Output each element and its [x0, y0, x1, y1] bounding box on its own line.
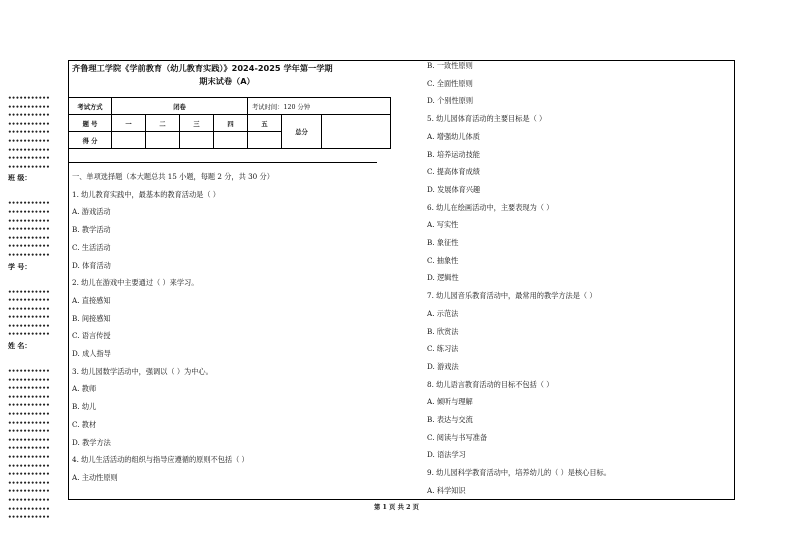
question-stem: 7. 幼儿园音乐教育活动中，最常用的教学方法是（ ）: [427, 291, 597, 301]
answer-option: B. 象征性: [427, 238, 459, 248]
binding-dot-line: •••••••••••: [8, 471, 50, 479]
question-stem: 2. 幼儿在游戏中主要通过（ ）来学习。: [72, 278, 199, 288]
binding-field-label: 学 号：: [8, 261, 32, 271]
section-divider: [68, 162, 377, 163]
score-cell-5[interactable]: [248, 132, 282, 149]
question-stem: 3. 幼儿园数学活动中，强调以（ ）为中心。: [72, 366, 213, 376]
answer-option: A. 直接感知: [72, 295, 111, 305]
answer-option: C. 练习法: [427, 344, 459, 354]
binding-dot-line: •••••••••••: [8, 505, 50, 513]
binding-dot-line: •••••••••••: [8, 146, 50, 154]
total-label: 总分: [282, 115, 322, 149]
binding-dot-line: •••••••••••: [8, 305, 50, 313]
exam-title: [72, 62, 382, 88]
answer-option: D. 游戏法: [427, 361, 459, 371]
binding-dot-line: •••••••••••: [8, 514, 50, 522]
binding-dot-line: •••••••••••: [8, 368, 50, 376]
answer-option: B. 一致性原则: [427, 61, 473, 70]
binding-dot-line: •••••••••••: [8, 112, 50, 120]
question-no-5: 五: [248, 115, 282, 132]
left-column: [72, 168, 274, 487]
score-cell-3[interactable]: [180, 132, 214, 149]
binding-dot-line: •••••••••••: [8, 454, 50, 461]
question-stem: 1. 幼儿教育实践中，最基本的教育活动是（ ）: [72, 189, 220, 199]
answer-option: C. 阅读与书写准备: [427, 432, 488, 442]
answer-option: A. 示范法: [427, 308, 459, 318]
binding-dot-line: •••••••••••: [8, 393, 50, 401]
section-heading: 一、单项选择题（本大题总共 15 小题，每题 2 分，共 30 分）: [72, 172, 274, 181]
exam-mode-label: 考试方式: [69, 98, 112, 115]
binding-dot-line: •••••••••••: [8, 103, 50, 111]
total-score-cell[interactable]: [322, 115, 391, 149]
binding-dot-line: •••••••••••: [8, 155, 50, 163]
answer-option: D. 体育活动: [72, 260, 111, 270]
score-cell-1[interactable]: [112, 132, 146, 149]
exam-title-line2: 期末试卷（A）: [199, 76, 255, 86]
binding-dot-line: •••••••••••: [8, 217, 50, 225]
exam-time: 考试时间：120 分钟: [248, 98, 391, 115]
right-column: [427, 57, 611, 500]
question-stem: 4. 幼儿生活活动的组织与指导应遵循的原则不包括（ ）: [72, 455, 249, 465]
binding-dot-line: •••••••••••: [8, 129, 50, 137]
binding-dot-line: •••••••••••: [8, 208, 50, 216]
binding-dot-line: •••••••••••: [8, 479, 50, 487]
binding-field-label: 班 级：: [8, 173, 32, 183]
question-no-1: 一: [112, 115, 146, 132]
binding-dot-line: •••••••••••: [8, 419, 50, 427]
answer-option: A. 倾听与理解: [427, 397, 473, 407]
binding-field-label: 姓 名：: [8, 341, 32, 351]
score-cell-2[interactable]: [146, 132, 180, 149]
answer-option: B. 表达与交流: [427, 415, 473, 425]
score-table: [68, 97, 391, 149]
answer-option: C. 语言传授: [72, 331, 111, 341]
binding-dot-line: •••••••••••: [8, 200, 50, 208]
exam-mode-value: 闭卷: [112, 98, 248, 115]
answer-option: C. 全面性原则: [427, 78, 473, 88]
binding-dot-line: •••••••••••: [8, 428, 50, 436]
binding-dot-line: •••••••••••: [8, 402, 50, 410]
binding-dot-line: •••••••••••: [8, 462, 50, 470]
score-cell-4[interactable]: [214, 132, 248, 149]
binding-dot-line: •••••••••••: [8, 488, 50, 496]
answer-option: B. 培养运动技能: [427, 149, 480, 159]
answer-option: C. 抽象性: [427, 255, 459, 265]
answer-option: D. 教学方法: [72, 437, 111, 447]
page-number: 第 1 页 共 2 页: [374, 504, 419, 511]
answer-option: A. 科学知识: [427, 485, 466, 495]
answer-option: A. 教师: [72, 384, 97, 394]
binding-dot-line: •••••••••••: [8, 288, 50, 296]
binding-dot-line: •••••••••••: [8, 234, 50, 242]
binding-dot-line: •••••••••••: [8, 297, 50, 305]
binding-dot-line: •••••••••••: [8, 226, 50, 234]
binding-dot-line: •••••••••••: [8, 331, 50, 339]
exam-title-line1: 齐鲁理工学院《学前教育（幼儿教育实践）》2024-2025 学年第一学期: [72, 63, 333, 73]
binding-dot-line: •••••••••••: [8, 322, 50, 330]
binding-dot-line: •••••••••••: [8, 496, 50, 504]
answer-option: B. 间接感知: [72, 313, 111, 323]
binding-dot-line: •••••••••••: [8, 137, 50, 145]
answer-option: D. 成人指导: [72, 349, 111, 359]
question-no-3: 三: [180, 115, 214, 132]
answer-option: A. 主动性原则: [72, 472, 118, 482]
binding-dot-line: •••••••••••: [8, 243, 50, 251]
answer-option: B. 教学活动: [72, 225, 111, 235]
answer-option: D. 发展体育兴趣: [427, 184, 481, 194]
binding-dot-line: •••••••••••: [8, 376, 50, 384]
answer-option: A. 游戏活动: [72, 207, 111, 217]
question-no-4: 四: [214, 115, 248, 132]
binding-dot-line: •••••••••••: [8, 385, 50, 393]
question-stem: 5. 幼儿园体育活动的主要目标是（ ）: [427, 114, 547, 124]
binding-dot-line: •••••••••••: [8, 436, 50, 444]
question-stem: 9. 幼儿园科学教育活动中，培养幼儿的（ ）是核心目标。: [427, 468, 611, 478]
question-no-2: 二: [146, 115, 180, 132]
binding-dot-line: •••••••••••: [8, 163, 50, 171]
question-stem: 6. 幼儿在绘画活动中，主要表现为（ ）: [427, 202, 554, 212]
answer-option: D. 个别性原则: [427, 96, 474, 106]
binding-dot-line: •••••••••••: [8, 314, 50, 322]
binding-dot-line: •••••••••••: [8, 411, 50, 419]
binding-dot-line: •••••••••••: [8, 445, 50, 453]
answer-option: A. 增强幼儿体质: [427, 131, 480, 141]
score-label: 得 分: [69, 132, 112, 149]
answer-option: C. 提高体育成绩: [427, 167, 480, 177]
binding-dot-line: •••••••••••: [8, 95, 50, 102]
answer-option: D. 逻辑性: [427, 273, 459, 283]
answer-option: B. 欣赏法: [427, 326, 459, 336]
answer-option: A. 写实性: [427, 220, 459, 230]
answer-option: C. 生活活动: [72, 242, 111, 252]
answer-option: D. 语法学习: [427, 450, 466, 460]
answer-option: C. 教材: [72, 419, 97, 429]
question-no-label: 题 号: [69, 115, 112, 132]
binding-dot-line: •••••••••••: [8, 251, 50, 259]
answer-option: B. 幼儿: [72, 402, 97, 412]
binding-dot-line: •••••••••••: [8, 120, 50, 128]
binding-margin: [8, 95, 60, 523]
question-stem: 8. 幼儿语言教育活动的目标不包括（ ）: [427, 379, 554, 389]
